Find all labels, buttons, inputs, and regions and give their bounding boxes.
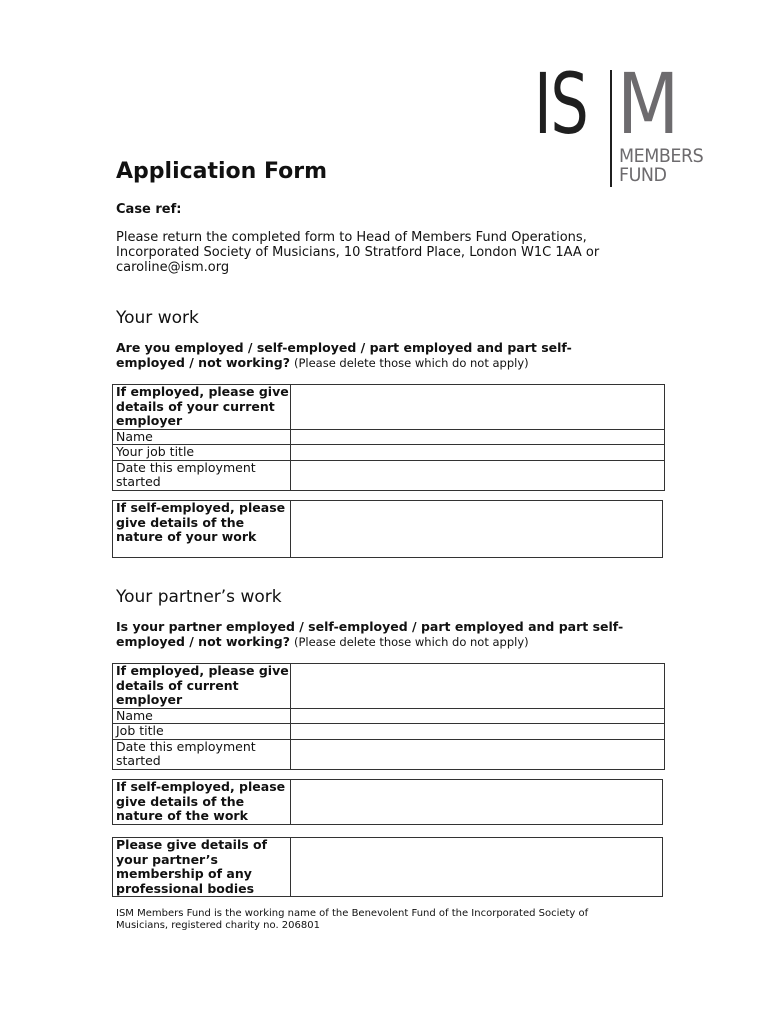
logo-is: IS: [534, 55, 588, 153]
employer-name-label: Name: [113, 429, 291, 445]
partner-job-title-field[interactable]: [291, 724, 665, 740]
partner-employer-details-field[interactable]: [291, 664, 665, 709]
partner-employer-table: [112, 663, 665, 770]
partner-employment-question: [116, 620, 636, 649]
partner-self-employed-table: [112, 779, 663, 825]
logo-line-2: FUND: [619, 164, 667, 186]
employment-question: [116, 341, 636, 370]
employer-table-header: If employed, please give details of your current employer: [113, 385, 291, 430]
self-employed-details-field[interactable]: [291, 501, 663, 558]
partner-employment-question-note: (Please delete those which do not apply): [293, 634, 529, 649]
partner-employment-question-text: Is your partner employed / self-employed / part employed and part self-employed / not working?: [116, 619, 624, 649]
page-title: Application Form: [116, 159, 328, 184]
section-heading-your-work: Your work: [116, 308, 199, 328]
employer-name-field[interactable]: [291, 429, 665, 445]
section-heading-partner-work: Your partner’s work: [116, 587, 282, 607]
employment-start-field[interactable]: [291, 460, 665, 490]
intro-text: Please return the completed form to Head of Members Fund Operations, Incorporated Society of Musicians, 10 Stratford Place, London W1C 1AA or caroline@ism.org: [116, 230, 600, 275]
partner-employer-name-label: Name: [113, 708, 291, 724]
employment-start-label: Date this employment started: [113, 460, 291, 490]
self-employed-table: [112, 500, 663, 558]
employer-details-field[interactable]: [291, 385, 665, 430]
footer-note: ISM Members Fund is the working name of the Benevolent Fund of the Incorporated Society of Musicians, registered charity no. 206801: [116, 908, 589, 931]
self-employed-label: If self-employed, please give details of the nature of your work: [113, 501, 291, 558]
partner-employment-start-field[interactable]: [291, 739, 665, 769]
case-ref-label: Case ref:: [116, 202, 182, 217]
job-title-field[interactable]: [291, 445, 665, 461]
partner-employment-start-label: Date this employment started: [113, 739, 291, 769]
partner-membership-details-field[interactable]: [291, 838, 663, 897]
partner-self-employed-label: If self-employed, please give details of the nature of the work: [113, 780, 291, 825]
employer-table: [112, 384, 665, 491]
partner-job-title-label: Job title: [113, 724, 291, 740]
employment-question-note: (Please delete those which do not apply): [293, 355, 529, 370]
logo-line-1: MEMBERS: [619, 145, 704, 167]
partner-self-employed-details-field[interactable]: [291, 780, 663, 825]
partner-employer-name-field[interactable]: [291, 708, 665, 724]
logo-subtitle: [619, 147, 703, 185]
employment-question-text: Are you employed / self-employed / part employed and part self-employed / not working?: [116, 340, 572, 370]
partner-employer-table-header: If employed, please give details of current employer: [113, 664, 291, 709]
partner-membership-table: [112, 837, 663, 897]
logo-m: M: [617, 55, 680, 153]
logo-divider: [610, 70, 612, 187]
job-title-label: Your job title: [113, 445, 291, 461]
partner-membership-label: Please give details of your partner’s membership of any professional bodies: [113, 838, 291, 897]
